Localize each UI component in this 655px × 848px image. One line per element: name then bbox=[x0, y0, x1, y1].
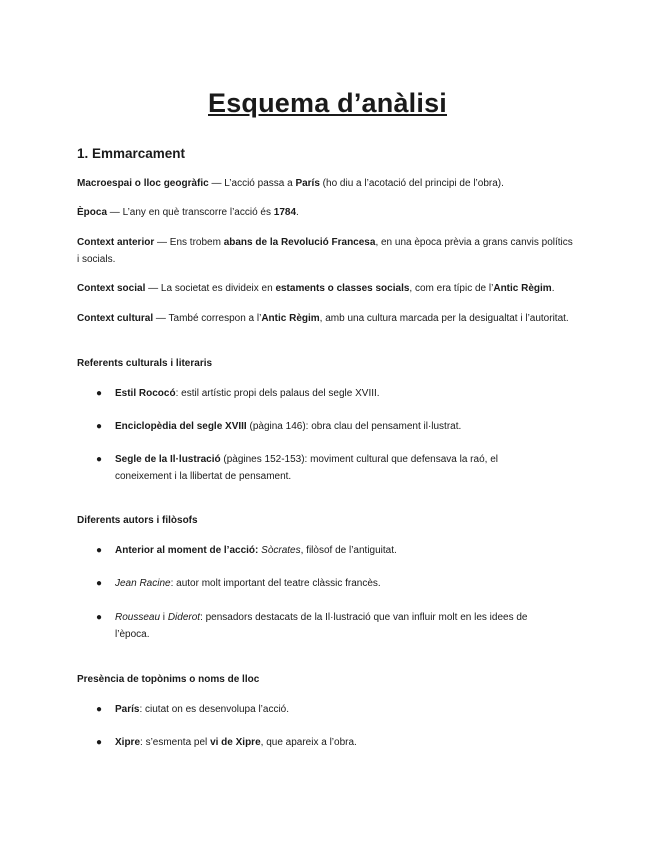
paragraph-macroespai: Macroespai o lloc geogràfic — L’acció passa a París (ho diu a l’acotació del principi de l’obra). bbox=[77, 178, 504, 189]
bullet-icon: ● bbox=[96, 388, 103, 399]
list-item: Segle de la Il·lustració (pàgines 152-153): moviment cultural que defensava la raó, el coneixement i la llibertat de pensament. bbox=[115, 454, 498, 482]
bullet-icon: ● bbox=[96, 737, 103, 748]
list-item: Rousseau i Diderot: pensadors destacats de la Il·lustració que van influir molt en les idees de l’època. bbox=[115, 612, 528, 640]
bullet-icon: ● bbox=[96, 454, 103, 465]
bullet-icon: ● bbox=[96, 612, 103, 623]
section-heading-emmarcament: 1. Emmarcament bbox=[77, 146, 186, 161]
subheading-toponims: Presència de topònims o noms de lloc bbox=[77, 674, 260, 685]
paragraph-context-social: Context social — La societat es divideix en estaments o classes socials, com era típic de l’Antic Règim. bbox=[77, 283, 555, 294]
subheading-referents: Referents culturals i literaris bbox=[77, 358, 213, 369]
list-item: Jean Racine: autor molt important del teatre clàssic francès. bbox=[115, 578, 381, 589]
bullet-icon: ● bbox=[96, 421, 103, 432]
list-item: Estil Rococó: estil artístic propi dels palaus del segle XVIII. bbox=[115, 388, 380, 399]
bullet-icon: ● bbox=[96, 545, 103, 556]
bullet-icon: ● bbox=[96, 578, 103, 589]
bullet-icon: ● bbox=[96, 704, 103, 715]
list-item: París: ciutat on es desenvolupa l’acció. bbox=[115, 704, 290, 715]
paragraph-epoca: Època — L’any en què transcorre l’acció és 1784. bbox=[77, 207, 299, 218]
list-item: Xipre: s’esmenta pel vi de Xipre, que apareix a l’obra. bbox=[115, 737, 357, 748]
subheading-autors: Diferents autors i filòsofs bbox=[77, 515, 198, 526]
list-item: Enciclopèdia del segle XVIII (pàgina 146): obra clau del pensament il·lustrat. bbox=[115, 421, 462, 432]
paragraph-context-anterior: Context anterior — Ens trobem abans de la Revolució Francesa, en una època prèvia a grans canvis polítics i socials. bbox=[77, 237, 573, 265]
paragraph-context-cultural: Context cultural — També correspon a l’Antic Règim, amb una cultura marcada per la desigualtat i l’autoritat. bbox=[77, 313, 569, 324]
list-item: Anterior al moment de l’acció: Sòcrates, filòsof de l’antiguitat. bbox=[115, 545, 397, 556]
page-title: Esquema d’anàlisi bbox=[208, 88, 447, 118]
